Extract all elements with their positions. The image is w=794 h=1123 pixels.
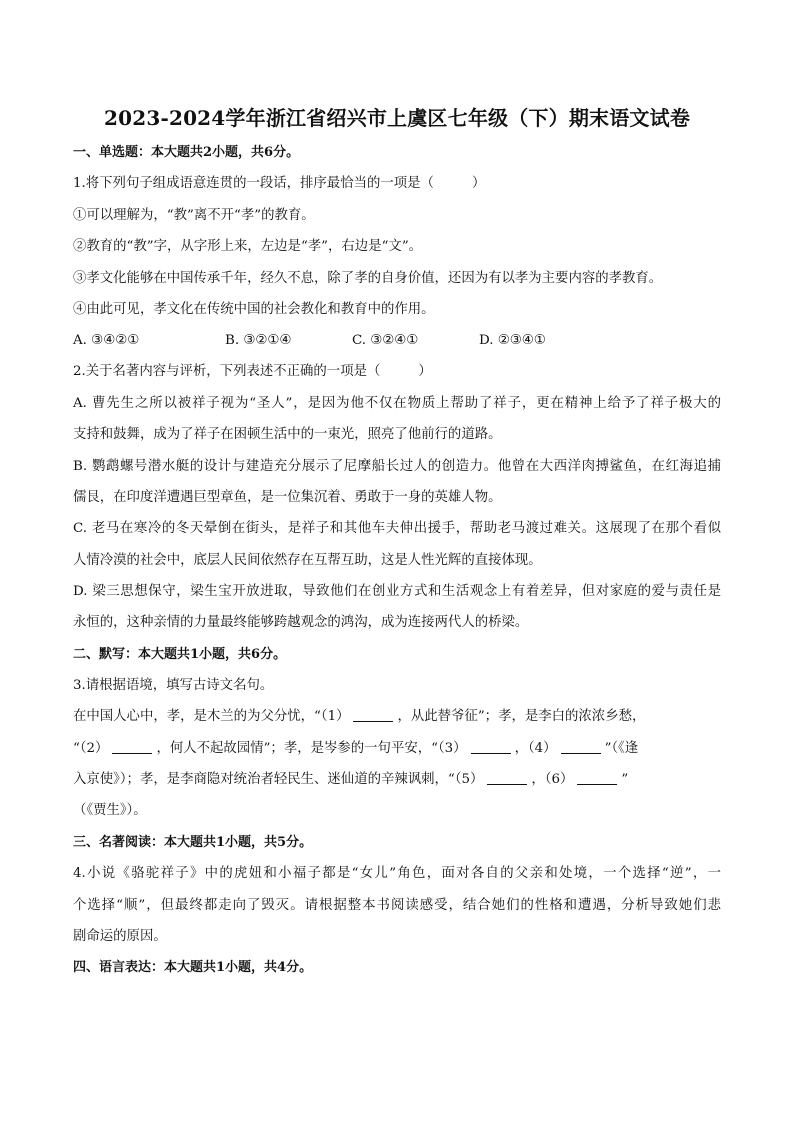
question-3-line-1 (73, 707, 645, 727)
question-2-option-d-line-2: 永恒的，这种亲情的力量最终能够跨越观念的鸿沟，成为连接两代人的桥梁。 (73, 615, 529, 630)
question-2-option-b-line-1: B. 鹦鹉螺号潜水艇的设计与建造充分展示了尼摩船长过人的创造力。他曾在大西洋肉搏鲨鱼，在红海追捕 (73, 459, 721, 474)
question-2-stem-text: 2.关于名著内容与评析，下列表述不正确的一项是（ (73, 364, 381, 379)
fill-blank-3[interactable] (471, 739, 511, 754)
question-2-option-a-line-2: 支持和鼓舞，成为了祥子在困顿生活中的一束光，照亮了他前行的道路。 (73, 427, 502, 442)
exam-title: 2023-2024学年浙江省绍兴市上虞区七年级（下）期末语文试卷 (103, 106, 691, 130)
question-1-stem-end: ） (471, 176, 486, 191)
question-2-option-c-line-2: 人情冷漠的社会中，底层人民间依然存在互帮互助，这是人性光辉的直接体现。 (73, 553, 542, 568)
fill-blank-2[interactable] (112, 739, 152, 754)
question-3-line-3 (73, 770, 628, 790)
question-1-stem-text: 1.将下列句子组成语意连贯的一段话，排序最恰当的一项是（ (73, 176, 434, 191)
question-1-sentence-2: ②教育的“教”字，从字形上来，左边是“孝”，右边是“文”。 (73, 239, 423, 254)
fill-blank-6[interactable] (577, 770, 617, 785)
question-1-option-b: B. ③②①④ (225, 333, 292, 348)
question-3-text: ”（《逢 (604, 741, 639, 756)
question-2-stem-end: ） (418, 364, 432, 379)
question-2-option-a-line-1: A. 曹先生之所以被祥子视为“圣人”，是因为他不仅在物质上帮助了祥子，更在精神上给予了祥子极大的 (73, 396, 721, 411)
question-2-option-c-line-1: C. 老马在寒冷的冬天晕倒在街头，是祥子和其他车夫伸出援手，帮助老马渡过难关。这展现了在那个看似 (73, 521, 721, 536)
question-3-line-2 (73, 739, 638, 759)
question-3-text: “（2） (73, 741, 109, 756)
question-2-option-b-line-2: 儒艮，在印度洋遭遇巨型章鱼，是一位集沉着、勇敢于一身的英雄人物。 (73, 490, 502, 505)
question-1-sentence-4: ④由此可见，孝文化在传统中国的社会教化和教育中的作用。 (73, 302, 435, 317)
section-heading-classic-reading: 三、名著阅读：本大题共1小题，共5分。 (73, 835, 313, 850)
question-1-stem (73, 174, 485, 194)
question-3-text: ” (621, 772, 629, 787)
question-1-option-d: D. ②③④① (479, 333, 546, 348)
section-heading-single-choice: 一、单选题：本大题共2小题，共6分。 (73, 145, 300, 160)
question-4-line-2: 个选择“顺”，但最终都走向了毁灭。请根据整本书阅读感受，结合她们的性格和遭遇，分析导致她们悲 (73, 898, 721, 913)
question-3-text: ，从此替爷征”；孝，是李白的浓浓乡愁， (397, 709, 646, 724)
question-3-text: ，（4） (514, 741, 557, 756)
question-1-sentence-3: ③孝文化能够在中国传承千年，经久不息，除了孝的自身价值，还因为有以孝为主要内容的孝教育。 (73, 271, 663, 286)
fill-blank-1[interactable] (353, 707, 393, 722)
question-4-line-3: 剧命运的原因。 (73, 929, 167, 944)
question-3-line-4: （《贾生》）。 (73, 803, 147, 818)
question-2-option-d-line-1: D. 梁三思想保守，梁生宝开放进取，导致他们在创业方式和生活观念上有着差异，但对家庭的爱与责任是 (73, 584, 721, 599)
section-heading-language-expression: 四、语言表达：本大题共1小题，共4分。 (73, 960, 313, 975)
question-4-line-1: 4.小说《骆驼祥子》中的虎妞和小福子都是“女儿”角色，面对各自的父亲和处境，一个选择“逆”，一 (73, 866, 721, 881)
question-3-text: 入京使》）；孝，是李商隐对统治者轻民生、迷仙道的辛辣讽刺，“（5） (73, 772, 484, 787)
fill-blank-5[interactable] (487, 770, 527, 785)
question-3-text: ，何人不起故园情”；孝，是岑参的一句平安，“（3） (156, 741, 467, 756)
question-1-option-c: C. ③②④① (352, 333, 419, 348)
fill-blank-4[interactable] (561, 739, 601, 754)
question-1-sentence-1: ①可以理解为，“教”离不开“孝”的教育。 (73, 208, 315, 223)
section-heading-dictation: 二、默写：本大题共1小题，共6分。 (73, 647, 287, 662)
question-2-stem (73, 362, 432, 382)
question-3-text: ，（6） (531, 772, 574, 787)
question-1-option-a: A. ③④②① (73, 333, 140, 348)
question-3-stem: 3.请根据语境，填写古诗文名句。 (73, 678, 274, 693)
question-3-text: 在中国人心中，孝，是木兰的为父分忧，“（1） (73, 709, 350, 724)
